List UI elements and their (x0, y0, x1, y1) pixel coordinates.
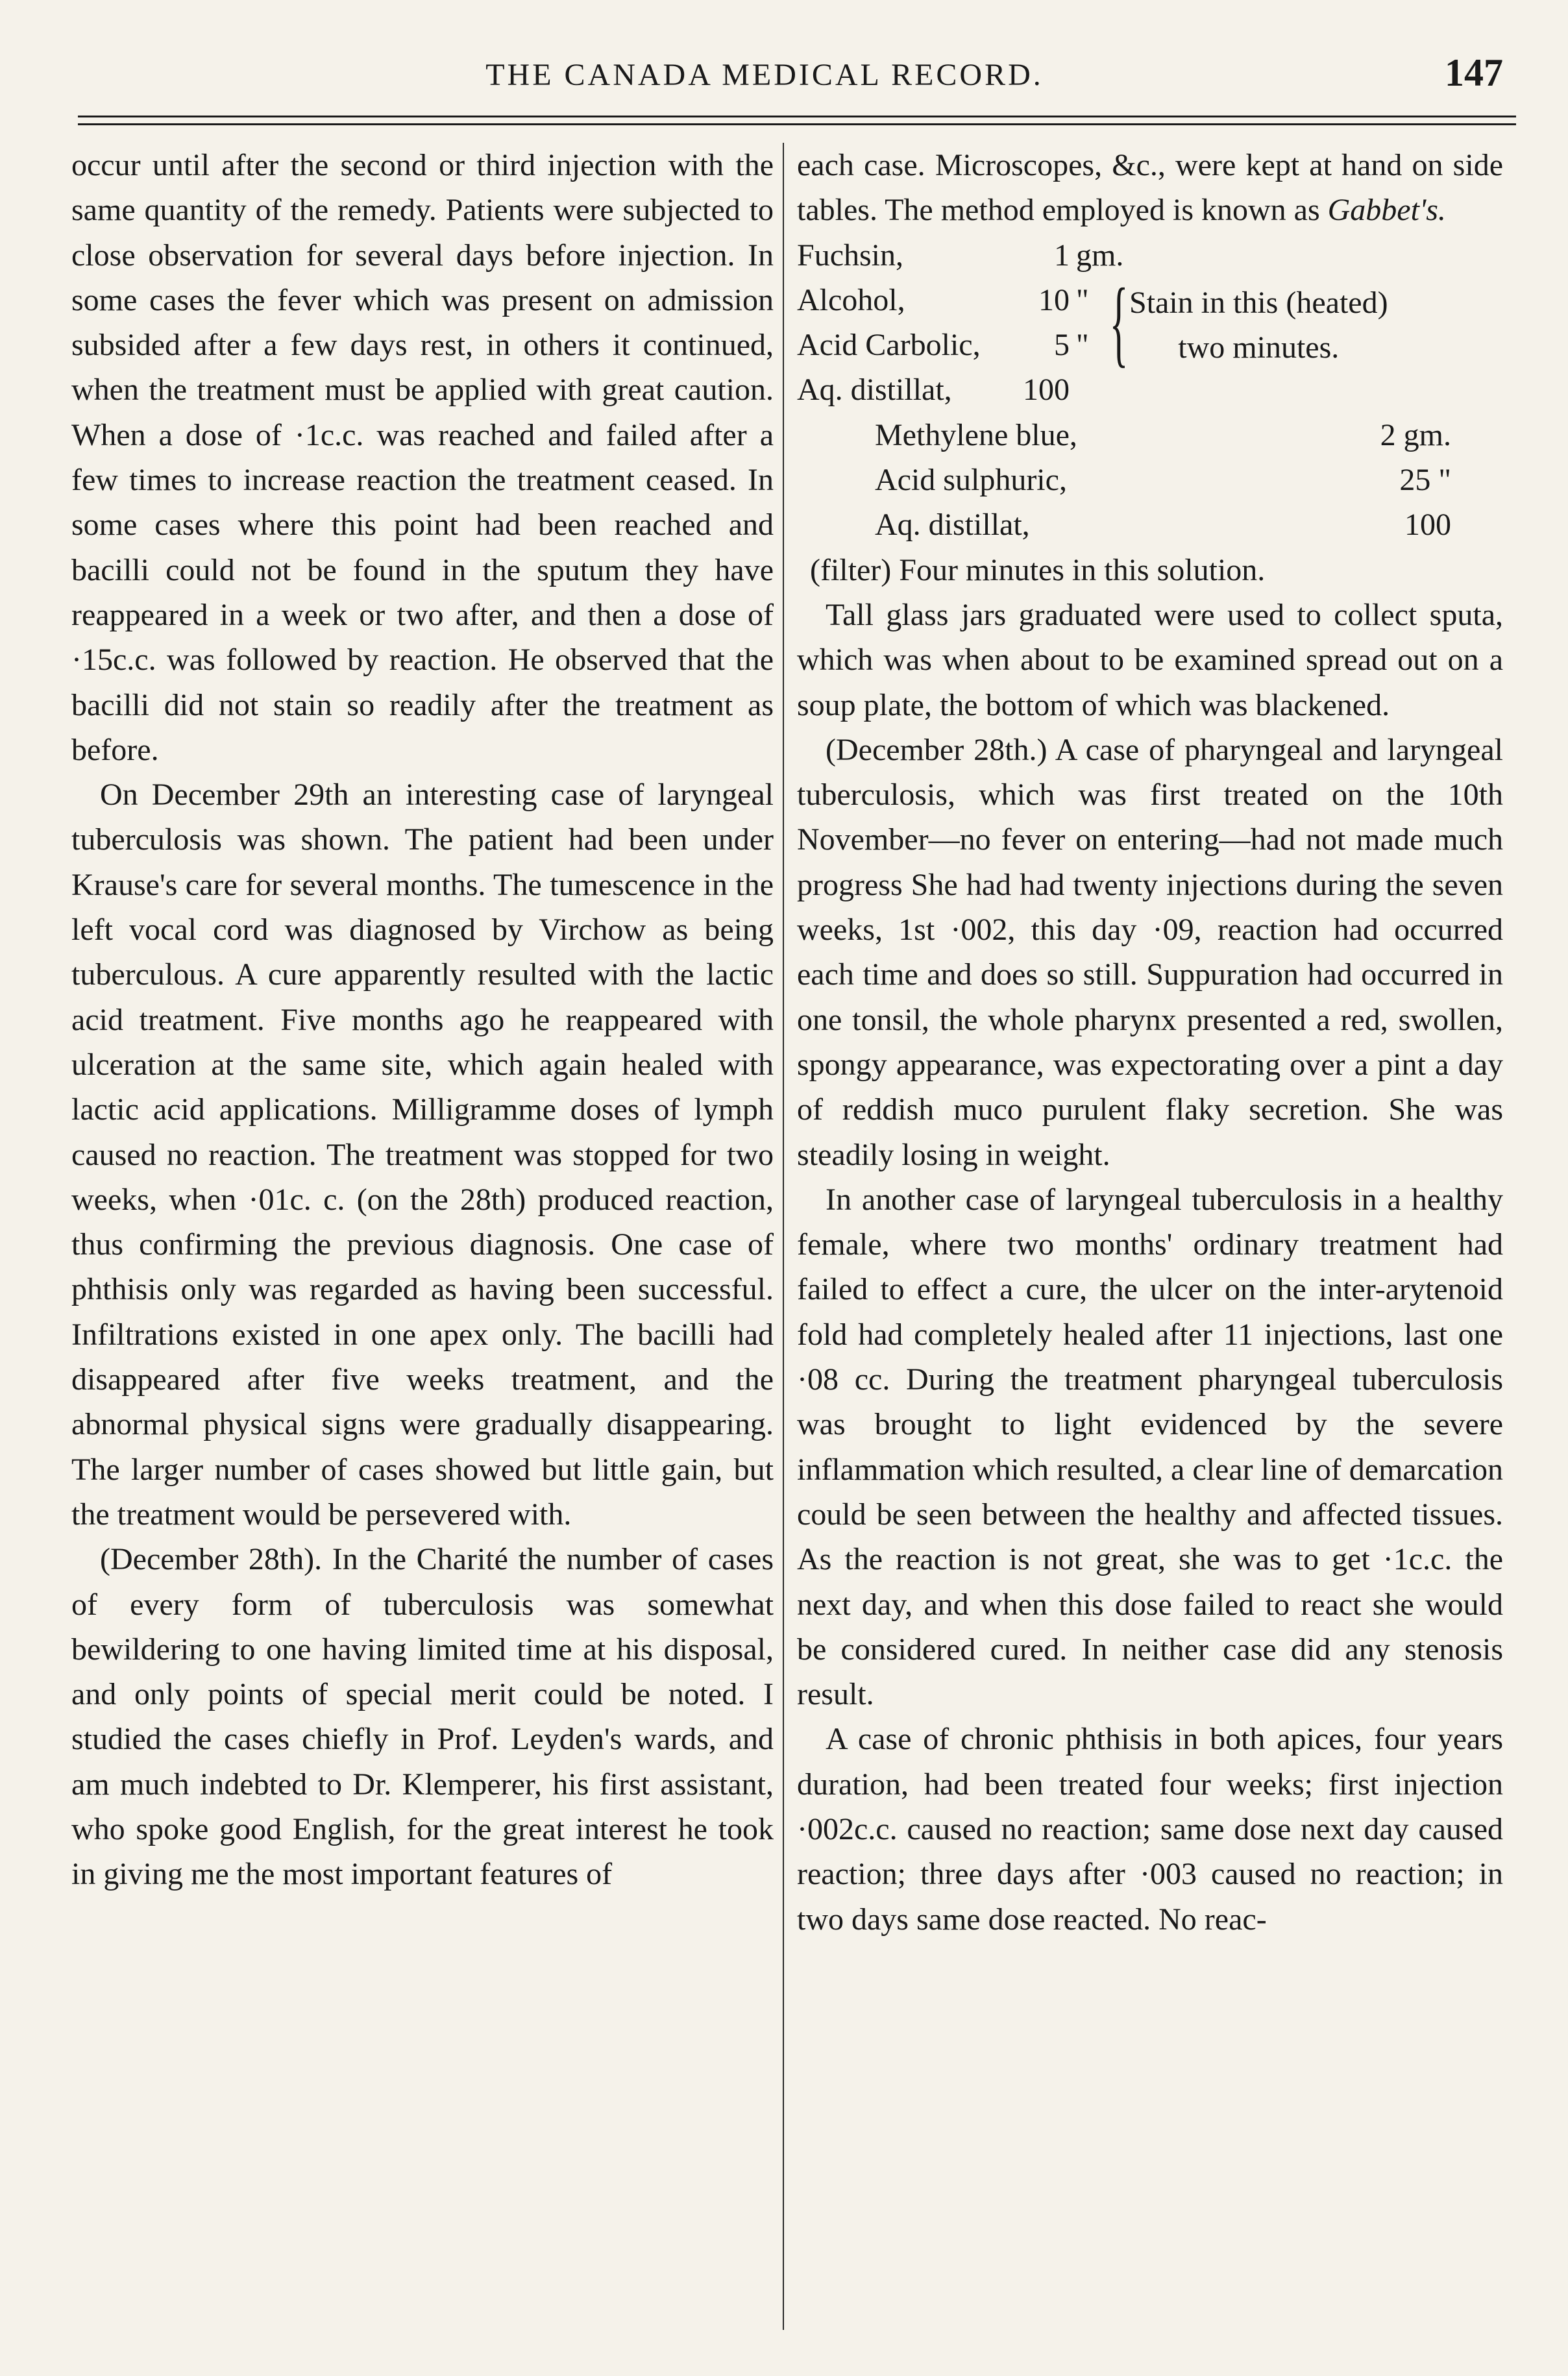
formula1-qty: 5 (1054, 328, 1070, 363)
formula1-name: Acid Carbolic, (797, 328, 981, 363)
formula1-name: Alcohol, (797, 282, 905, 317)
right-column (797, 143, 1503, 2336)
page-header (78, 39, 1516, 110)
right-paragraph-6: A case of chronic phthisis in both apices, four years duration, had been treated four weeks; first injection ·002c.c. caused no reaction; same dose next day caused reaction; three days after ·003 caused no reaction; in two days same dose reacted. No reac- (797, 1722, 1503, 1937)
stain-formula-2 (797, 413, 1503, 548)
formula1-qty: 100 (1023, 373, 1070, 408)
left-paragraph-2: On December 29th an interesting case of laryngeal tuberculosis was shown. The patient had been under Krause's care for several months. The tumescence in the left vocal cord was diagnosed by Virchow as being tuberculous. A cure apparently resulted with the lactic acid treatment. Five months ago he reappeared with ulceration at the same site, which again healed with lactic acid applications. Milligramme doses of lymph caused no reaction. The treatment was stopped for two weeks, when ·01c. c. (on the 28th) produced reaction, thus confirming the previous diagnosis. One case of phthisis only was regarded as having been successful. Infiltrations existed in one apex only. The bacilli had disappeared after five weeks treatment, and the abnormal physical signs were gradually disappearing. The larger number of cases showed but little gain, but the treatment would be persevered with. (71, 778, 774, 1532)
header-rule-top (78, 116, 1516, 117)
right-paragraph-3: Tall glass jars graduated were used to collect sputa, which was when about to be examined spread out on a soup plate, the bottom of which was blackened. (797, 597, 1503, 722)
formula1-name: Fuchsin, (797, 238, 904, 273)
running-head: THE CANADA MEDICAL RECORD. (485, 58, 1044, 92)
left-column (71, 143, 774, 2336)
right-paragraph-1-text: each case. Microscopes, &c., were kept at hand on side tables. The method employed is known as (797, 148, 1503, 228)
page-number: 147 (1445, 51, 1503, 94)
formula1-qty: 10 (1038, 282, 1070, 317)
right-paragraph-4: (December 28th.) A case of pharyngeal and laryngeal tuberculosis, which was first treated on the 10th November—no fever on entering—had not made much progress She had had twenty injections during the seven weeks, 1st ·002, this day ·09, reaction had occurred each time and does so still. Suppuration had occurred in one tonsil, the whole pharynx presented a red, swollen, spongy appearance, was expectorating over a pint a day of reddish muco purulent flaky secretion. She was steadily losing in weight. (797, 732, 1503, 1172)
formula2-qty: 25 " (1399, 463, 1451, 498)
formula1-unit: gm. (1076, 238, 1124, 273)
formula2-qty: 100 (1404, 508, 1451, 543)
column-divider (783, 143, 784, 2330)
brace-glyph: { (1109, 269, 1129, 377)
formula1-unit: " (1076, 282, 1089, 317)
formula1-unit: " (1076, 328, 1089, 363)
formula2-name: Aq. distillat, (875, 508, 1030, 543)
left-paragraph-3: (December 28th). In the Charité the number of cases of every form of tuberculosis was somewhat bewildering to one having limited time at his disposal, and only points of special merit could be noted. I studied the cases chiefly in Prof. Leyden's wards, and am much indebted to Dr. Klemperer, his first assistant, who spoke good English, for the great interest he took in giving me the most important features of (71, 1542, 774, 1892)
right-paragraph-1 (797, 143, 1503, 233)
formula1-name: Aq. distillat, (797, 373, 952, 408)
header-rule-bottom (78, 123, 1516, 125)
formula2-qty: 2 gm. (1380, 417, 1451, 452)
formula1-note-line2: two minutes. (1178, 330, 1340, 365)
left-paragraph-1: occur until after the second or third injection with the same quantity of the remedy. Patients were subjected to close observation for several days before injection. In some cases the fever which was present on admission subsided after a few days rest, in others it continued, when the treatment must be applied with great caution. When a dose of ·1c.c. was reached and failed after a few times to increase reaction the treatment ceased. In some cases where this point had been reached and bacilli could not be found in the sputum they have reappeared in a week or two after, and then a dose of ·15c.c. was followed by reaction. He observed that the bacilli did not stain so readily after the treatment as before. (71, 148, 774, 767)
formula1-note-text (1129, 274, 1388, 371)
method-name: Gabbet's. (1327, 193, 1446, 228)
formula1-note-line1: Stain in this (heated) (1129, 286, 1388, 321)
formula2-name: Acid sulphuric, (875, 463, 1067, 498)
formula1-note (1109, 269, 1503, 377)
stain-formula-1 (797, 233, 1503, 413)
formula1-qty: 1 (1054, 238, 1070, 273)
right-paragraph-2: (filter) Four minutes in this solution. (810, 552, 1266, 587)
formula2-name: Methylene blue, (875, 417, 1077, 452)
right-paragraph-5: In another case of laryngeal tuberculosis in a healthy female, where two months' ordinary treatment had failed to effect a cure, the ulcer on the inter-arytenoid fold had completely healed after 11 injections, last one ·08 cc. During the treatment pharyngeal tuberculosis was brought to light evidenced by the severe inflammation which resulted, a clear line of demarcation could be seen between the healthy and affected tissues. As the reaction is not great, she was to get ·1c.c. the next day, and when this dose failed to react she would be considered cured. In neither case did any stenosis result. (797, 1182, 1503, 1712)
